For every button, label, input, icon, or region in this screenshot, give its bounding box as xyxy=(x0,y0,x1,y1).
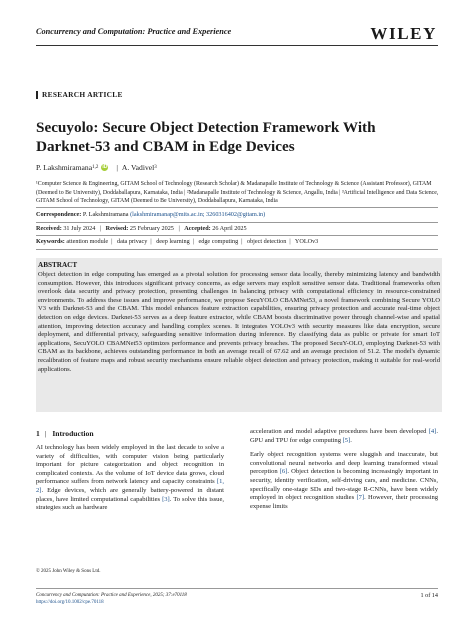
citation-link[interactable]: [5] xyxy=(342,436,351,444)
paragraph: acceleration and model adaptive procedures have been developed [4]. GPU and TPU for edge computing [5]. xyxy=(250,428,438,444)
correspondence-email-link[interactable]: (lakshmiramanap@mits.ac.in; 3260316402@gitam.in) xyxy=(130,211,266,218)
journal-title: Concurrency and Computation: Practice and Experience xyxy=(36,27,232,36)
author-separator: | xyxy=(116,163,118,172)
correspondence-label: Correspondence: xyxy=(36,211,82,218)
keyword[interactable]: deep learning xyxy=(156,238,190,245)
header-divider xyxy=(36,45,438,46)
citation-link[interactable]: [1, 2] xyxy=(36,478,224,494)
keyword[interactable]: data privacy xyxy=(116,238,148,245)
doi-link[interactable]: https://doi.org/10.1002/cpe.70118 xyxy=(36,600,104,605)
intro-right-column xyxy=(250,428,438,517)
correspondence xyxy=(36,211,442,219)
section-separator: | xyxy=(44,429,47,438)
keyword[interactable]: edge computing xyxy=(198,238,239,245)
keyword[interactable]: attention module xyxy=(66,238,109,245)
paragraph: AI technology has been widely employed in the last decade to solve a variety of difficulties, with computer vision being particularly important for picture categorization and object recognition in complicated contexts. As the volume of IoT device data grows, cloud performance suffers from network latency and capacity constraints [1, 2]. Edge devices, which are generally battery-powered in distant places, have limited computational capabilities [3]. To solve this issue, strategies such as hardware xyxy=(36,444,224,512)
footer-divider xyxy=(36,588,438,589)
received-label: Received: xyxy=(36,225,62,232)
author-list xyxy=(36,163,157,172)
accepted-label: Accepted: xyxy=(184,225,211,232)
author-name[interactable]: P. Lakshmiramana xyxy=(36,163,93,172)
info-divider xyxy=(36,222,438,223)
keyword[interactable]: YOLOv3 xyxy=(294,238,319,245)
citation-link[interactable]: [7] xyxy=(356,494,365,502)
copyright-notice: © 2025 John Wiley & Sons Ltd. xyxy=(36,569,101,574)
author-affiliation-sup: 3 xyxy=(154,165,157,170)
section-heading xyxy=(36,429,94,438)
intro-left-column xyxy=(36,444,224,519)
abstract-box xyxy=(36,258,442,412)
section-number: 1 xyxy=(36,429,40,438)
section-title: Introduction xyxy=(52,429,94,438)
info-divider xyxy=(36,207,438,208)
abstract-heading: ABSTRACT xyxy=(38,261,78,269)
footer-citation xyxy=(36,592,187,606)
keywords: Keywords: attention module | data privacy | deep learning | edge computing | object detection | YOLOv3 xyxy=(36,238,319,245)
correspondence-name: P. Lakshmiramana xyxy=(82,211,129,218)
page-number: 1 of 14 xyxy=(420,592,438,599)
article-type xyxy=(36,90,123,99)
info-divider xyxy=(36,249,438,250)
citation-link[interactable]: [3] xyxy=(162,495,170,503)
orcid-icon[interactable]: iD xyxy=(102,164,108,170)
article-title: Secuyolo: Secure Object Detection Framework With Darknet-53 and CBAM in Edge Devices xyxy=(36,119,376,155)
revised-date: 25 February 2025 xyxy=(129,225,174,232)
received-date: 31 July 2024 xyxy=(63,225,96,232)
abstract-text: Object detection in edge computing has emerged as a pivotal solution for processing sensor data locally, thereby minimizing latency and bandwidth consumption. However, this introduces significant privacy concerns, as edge servers may exploit sensitive sensor data. Traditional frameworks often overlook data security and privacy protection, presenting challenges in balancing privacy with computational efficiency in resource-constrained environments. To address these issues and improve performance, we propose SecuYOLO CBAMNet53, a novel framework combining Secure YOLO V3 with Darknet-53 and the CBAM. This model enhances feature extraction capabilities, ensuring privacy protection and accurate real-time object detection on edge devices. Darknet-53 serves as a deep feature extractor, while CBAM boosts discriminative power through channel-wise and spatial attention, improving detection accuracy and handling complex scenes. It integrates YOLOv3 with security measures like data encryption, secure deployment, and differential privacy, safeguarding sensitive information during inference. By classifying data as public or private for smart IoT applications, SecuYOLO CBAMNet53 optimizes performance and prevents privacy breaches. The proposed SecuY-OLO, employing Darknet-53 with CBAM as its backbone, achieves outstanding performance in both an average recall of 67.62 and an average precision of 51.2. The model's dynamic recalibration of feature maps and robust security mechanisms ensure reliable object detection and privacy protection, making it suitable for real-world applications. xyxy=(38,271,440,373)
citation-link[interactable]: [4] xyxy=(428,428,437,435)
author-affiliation-sup: 1,2 xyxy=(92,165,99,170)
article-type-marker xyxy=(36,91,38,99)
accepted-date: 26 April 2025 xyxy=(212,225,247,232)
article-dates: Received: 31 July 2024 | Revised: 25 February 2025 | Accepted: 26 April 2025 xyxy=(36,225,247,232)
keywords-label: Keywords: xyxy=(36,238,65,245)
revised-label: Revised: xyxy=(105,225,129,232)
keyword[interactable]: object detection xyxy=(246,238,287,245)
paragraph: Early object recognition systems were sluggish and inaccurate, but convolutional neural networks and deep learning transformed visual perception [6]. Object detection is becoming increasingly important in security, identity verification, self-driving cars, and medicine. CNNs, specifically one-stage SDs and two-stage R-CNNs, have been widely employed in object recognition studies [7]. However, their processing expense limits xyxy=(250,451,438,510)
author-name[interactable]: A. Vadivel xyxy=(121,163,155,172)
affiliations: ¹Computer Science & Engineering, GITAM School of Technology (Research Scholar) & Madanapalle Institute of Technology & Science (Assistant Professor), GITAM (Deemed to Be University), Doddaballapura, Karnataka, India | ²Madanapalle Institute of Technology & Science, Angallu, India | ³Artificial Intelligence and Data Science, GITAM School of Technology, GITAM (Deemed to Be University), Doddaballapura, Karnataka, India xyxy=(36,181,439,205)
info-divider xyxy=(36,235,438,236)
publisher-logo: WILEY xyxy=(370,24,437,43)
article-type-label: RESEARCH ARTICLE xyxy=(42,90,123,99)
citation-link[interactable]: [6] xyxy=(279,468,288,476)
citation-text: Concurrency and Computation: Practice and Experience, 2025; 37:e70118 xyxy=(36,593,187,598)
